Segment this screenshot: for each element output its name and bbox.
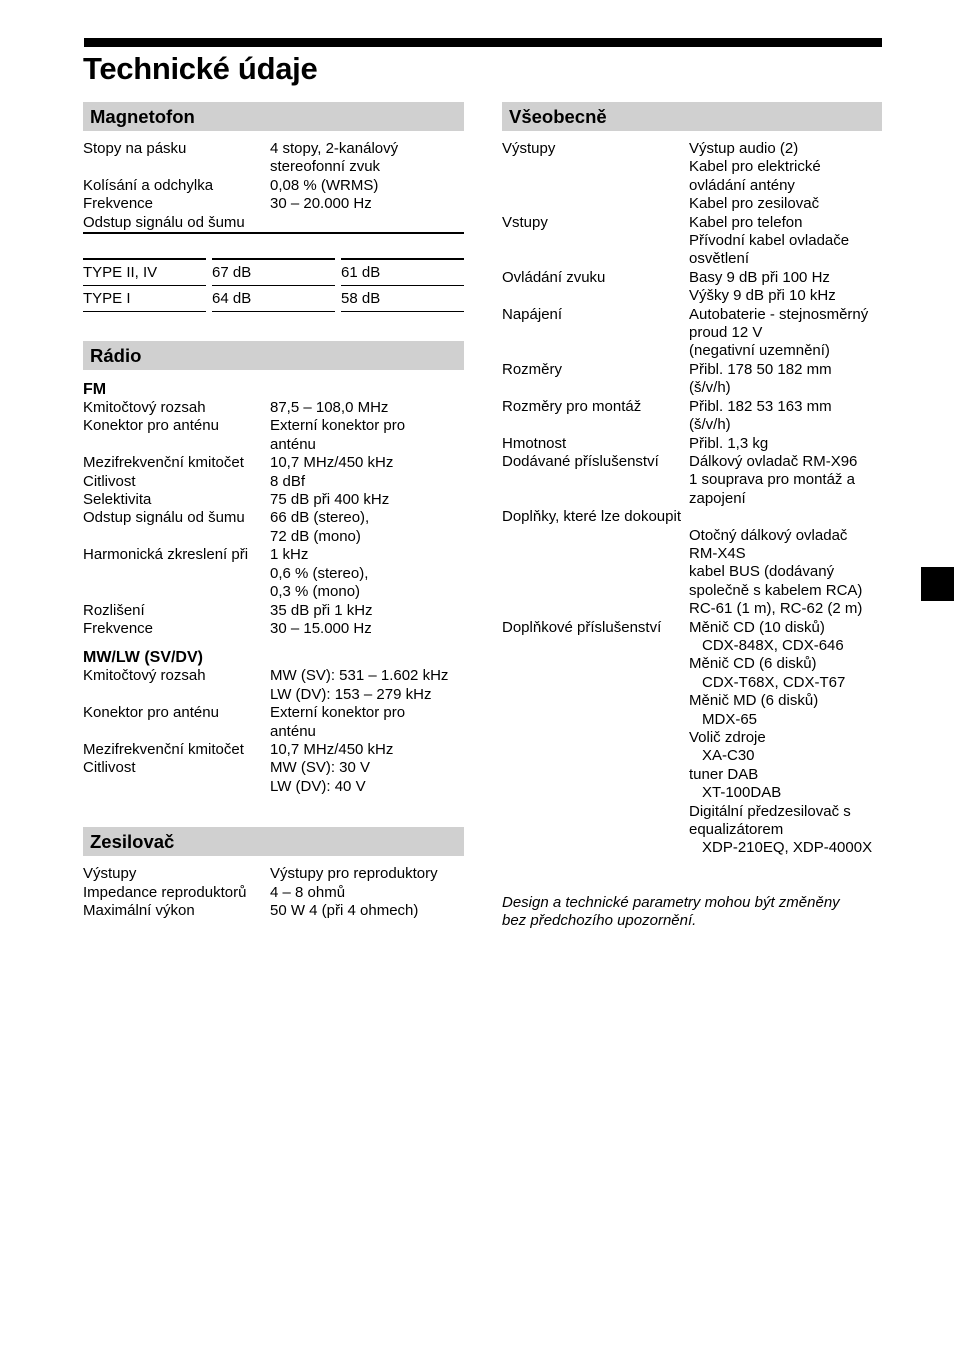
spec-value xyxy=(270,741,464,759)
spec-value-line: 75 dB při 400 kHz xyxy=(270,491,390,509)
spec-value-line: stereofonní zvuk xyxy=(270,158,381,176)
option-line: XT-100DAB xyxy=(702,784,782,802)
spec-row xyxy=(83,509,464,546)
spec-value xyxy=(270,902,464,920)
option-line: RM-X4S xyxy=(689,544,746,562)
option-line: společně s kabelem RCA) xyxy=(689,581,863,599)
option-line: tuner DAB xyxy=(689,765,759,783)
spec-value-line: Přívodní kabel ovladače xyxy=(689,232,850,250)
spec-label: Kmitočtový rozsah xyxy=(83,399,206,417)
spec-value xyxy=(270,491,464,509)
option-line: RC-61 (1 m), RC-62 (2 m) xyxy=(689,600,863,618)
option-line: equalizátorem xyxy=(689,821,784,839)
tape-type-table xyxy=(83,258,464,312)
spec-value-line: 72 dB (mono) xyxy=(270,527,361,545)
spec-label: Konektor pro anténu xyxy=(83,417,219,435)
spec-value-line: LW (DV): 153 – 279 kHz xyxy=(270,685,432,703)
spec-value xyxy=(689,306,882,361)
option-line: kabel BUS (dodávaný xyxy=(689,563,835,581)
spec-row xyxy=(83,399,464,417)
spec-label: Odstup signálu od šumu xyxy=(83,213,245,231)
spec-label: Frekvence xyxy=(83,195,154,213)
spec-value-line: LW (DV): 40 V xyxy=(270,777,366,795)
table-cell: TYPE II, IV xyxy=(83,258,206,285)
spec-value-line: 30 – 15.000 Hz xyxy=(270,619,372,637)
mw-lw-specs xyxy=(83,667,464,796)
spec-value-line: proud 12 V xyxy=(689,324,763,342)
spec-value xyxy=(270,177,464,195)
vseobecne-specs xyxy=(502,140,882,508)
disclaimer-note xyxy=(502,894,882,931)
note-line: Design a technické parametry mohou být změněny xyxy=(502,893,840,911)
spec-value xyxy=(689,269,882,306)
option-line: CDX-848X, CDX-646 xyxy=(702,636,844,654)
doplnky-values-row xyxy=(502,527,882,619)
spec-value-line: 1 kHz xyxy=(270,546,309,564)
spec-value-line: (negativní uzemnění) xyxy=(689,342,830,360)
spec-value-line: Externí konektor pro xyxy=(270,417,406,435)
table-column xyxy=(212,258,335,312)
spec-label: Rozměry pro montáž xyxy=(502,397,642,415)
spec-value-line: zapojení xyxy=(689,489,746,507)
spec-label: Výstupy xyxy=(502,140,556,157)
spec-row xyxy=(83,620,464,638)
spec-row xyxy=(83,473,464,491)
spec-row xyxy=(83,195,464,213)
spec-value-line: Autobaterie - stejnosměrný xyxy=(689,305,869,323)
spec-value xyxy=(689,398,882,435)
table-cell: 64 dB xyxy=(212,285,335,312)
fm-subheading: FM xyxy=(83,381,107,399)
option-line: Měnič CD (10 disků) xyxy=(689,618,825,636)
doplnky-label: Doplňky, které lze dokoupit xyxy=(502,508,681,526)
spec-value-line: Přibl. 178 50 182 mm xyxy=(689,360,832,378)
spec-value xyxy=(689,361,882,398)
spec-value-line: 10,7 MHz/450 kHz xyxy=(270,740,394,758)
option-line: Digitální předzesilovač s xyxy=(689,802,851,820)
spec-label: Vstupy xyxy=(502,213,548,231)
option-line: CDX-T68X, CDX-T67 xyxy=(702,673,846,691)
spec-value-line: MW (SV): 531 – 1.602 kHz xyxy=(270,667,449,685)
spec-value xyxy=(689,140,882,214)
spec-value xyxy=(270,884,464,902)
spec-row xyxy=(502,306,882,361)
spec-label: Rozměry xyxy=(502,360,563,378)
zesilovac-specs xyxy=(83,865,464,920)
table-cell: 67 dB xyxy=(212,258,335,285)
fm-specs xyxy=(83,399,464,638)
spec-value xyxy=(689,453,882,508)
spec-value-line: anténu xyxy=(270,722,316,740)
spec-label: Citlivost xyxy=(83,472,136,490)
spec-value-line: Kabel pro telefon xyxy=(689,213,803,231)
spec-label: Výstupy xyxy=(83,865,137,883)
section-heading-magnetofon: Magnetofon xyxy=(83,102,464,131)
spec-value-line: (š/v/h) xyxy=(689,379,731,397)
spec-value-line: 10,7 MHz/450 kHz xyxy=(270,454,394,472)
spec-value-line: Přibl. 182 53 163 mm xyxy=(689,397,832,415)
spec-label: Napájení xyxy=(502,305,563,323)
spec-row xyxy=(83,902,464,920)
spec-row xyxy=(502,453,882,508)
spec-row xyxy=(83,759,464,796)
spec-row xyxy=(83,214,464,232)
spec-value-line: MW (SV): 30 V xyxy=(270,759,371,777)
spec-value-line: Kabel pro zesilovač xyxy=(689,195,820,213)
spec-label: Citlivost xyxy=(83,759,136,777)
spec-value-line: 8 dBf xyxy=(270,472,306,490)
spec-row xyxy=(83,884,464,902)
table-cell: 58 dB xyxy=(341,285,464,312)
spec-value-line: (š/v/h) xyxy=(689,416,731,434)
spec-row xyxy=(502,269,882,306)
doplnkove-label: Doplňkové příslušenství xyxy=(502,618,662,636)
spec-label: Konektor pro anténu xyxy=(83,704,219,722)
spec-value xyxy=(270,140,464,177)
spec-value-line: Výstupy pro reproduktory xyxy=(270,865,438,883)
spec-value xyxy=(270,620,464,638)
spec-value xyxy=(270,759,464,796)
table-cell: 61 dB xyxy=(341,258,464,285)
spec-row xyxy=(502,398,882,435)
spec-row xyxy=(502,361,882,398)
spec-label: Kolísání a odchylka xyxy=(83,176,214,194)
spec-value-line: Dálkový ovladač RM-X96 xyxy=(689,452,858,470)
spec-label: Odstup signálu od šumu xyxy=(83,509,245,527)
left-column xyxy=(83,102,464,920)
spec-value-line: Přibl. 1,3 kg xyxy=(689,434,769,452)
spec-value xyxy=(270,195,464,213)
spec-label: Ovládání zvuku xyxy=(502,268,606,286)
table-column xyxy=(341,258,464,312)
spec-label: Selektivita xyxy=(83,491,152,509)
doplnky-values xyxy=(689,527,882,619)
spec-label: Impedance reproduktorů xyxy=(83,883,247,901)
spec-value xyxy=(270,546,464,601)
spec-value-line: Kabel pro elektrické xyxy=(689,158,821,176)
section-heading-zesilovac: Zesilovač xyxy=(83,827,464,856)
spec-value-line: osvětlení xyxy=(689,250,750,268)
spec-row xyxy=(83,667,464,704)
spec-label: Rozlišení xyxy=(83,601,145,619)
spec-value xyxy=(689,214,882,269)
spec-label: Mezifrekvenční kmitočet xyxy=(83,740,244,758)
option-line: Měnič MD (6 disků) xyxy=(689,692,819,710)
top-rule xyxy=(84,38,882,47)
spec-value xyxy=(270,667,464,704)
spec-value xyxy=(270,865,464,883)
spec-row xyxy=(83,177,464,195)
option-line: Volič zdroje xyxy=(689,729,766,746)
table-column xyxy=(83,258,206,312)
spec-row xyxy=(83,741,464,759)
spec-value-line: Výstup audio (2) xyxy=(689,140,799,157)
spec-value xyxy=(689,435,882,453)
option-line: XA-C30 xyxy=(702,747,755,765)
option-line: XDP-210EQ, XDP-4000X xyxy=(702,839,873,857)
spec-row xyxy=(502,435,882,453)
spec-row xyxy=(83,491,464,509)
spec-value-line: ovládání antény xyxy=(689,176,795,194)
spec-label: Harmonická zkreslení při xyxy=(83,546,249,564)
spec-row xyxy=(83,704,464,741)
magnetofon-specs xyxy=(83,140,464,232)
section-heading-vseobecne: Všeobecně xyxy=(502,102,882,131)
option-line: Otočný dálkový ovladač xyxy=(689,526,848,544)
spec-value xyxy=(270,417,464,454)
spec-row xyxy=(502,140,882,214)
doplnkove-values xyxy=(689,619,882,858)
spec-value-line: 50 W 4 (při 4 ohmech) xyxy=(270,901,419,919)
option-line: MDX-65 xyxy=(702,710,758,728)
spec-value xyxy=(270,473,464,491)
spec-row xyxy=(83,546,464,601)
spec-value-line: 1 souprava pro montáž a xyxy=(689,471,855,489)
option-line: Měnič CD (6 disků) xyxy=(689,655,817,673)
spec-value-line: 4 stopy, 2-kanálový xyxy=(270,140,399,157)
spec-value-line: 66 dB (stereo), xyxy=(270,509,370,527)
spec-row xyxy=(83,417,464,454)
note-line: bez předchozího upozornění. xyxy=(502,912,697,930)
page-edge-tab xyxy=(921,567,954,601)
spec-label: Hmotnost xyxy=(502,434,567,452)
table-cell: TYPE I xyxy=(83,285,206,312)
spec-row xyxy=(83,865,464,883)
spec-value-line: 35 dB při 1 kHz xyxy=(270,601,373,619)
spec-value xyxy=(270,704,464,741)
spec-row xyxy=(83,602,464,620)
spec-value-line: 87,5 – 108,0 MHz xyxy=(270,399,389,417)
spec-value-line: Výšky 9 dB při 10 kHz xyxy=(689,287,836,305)
spec-value-line: Externí konektor pro xyxy=(270,704,406,722)
spec-value xyxy=(270,214,464,232)
magnetofon-divider xyxy=(83,232,464,234)
spec-value-line: Basy 9 dB při 100 Hz xyxy=(689,268,830,286)
spec-value xyxy=(270,399,464,417)
spec-value xyxy=(270,454,464,472)
spacer xyxy=(502,527,689,619)
spec-value-line: 30 – 20.000 Hz xyxy=(270,195,372,213)
spec-label: Mezifrekvenční kmitočet xyxy=(83,454,244,472)
spec-value xyxy=(270,602,464,620)
spec-row xyxy=(502,214,882,269)
spec-row xyxy=(83,140,464,177)
spec-label: Maximální výkon xyxy=(83,901,195,919)
spec-value xyxy=(270,509,464,546)
spec-value-line: 0,3 % (mono) xyxy=(270,583,361,601)
page-title: Technické údaje xyxy=(83,51,318,86)
doplnkove-row xyxy=(502,619,882,858)
spec-label: Dodávané příslušenství xyxy=(502,452,659,470)
spec-label: Stopy na pásku xyxy=(83,140,187,157)
right-column xyxy=(502,102,882,931)
spec-value-line: 0,6 % (stereo), xyxy=(270,564,369,582)
spec-label: Frekvence xyxy=(83,619,154,637)
spec-row xyxy=(83,454,464,472)
spec-value-line: 4 – 8 ohmů xyxy=(270,883,346,901)
spec-value-line: anténu xyxy=(270,435,316,453)
section-heading-radio: Rádio xyxy=(83,341,464,370)
spec-label: Kmitočtový rozsah xyxy=(83,667,206,685)
mw-lw-subheading: MW/LW (SV/DV) xyxy=(83,649,203,667)
spec-value-line: 0,08 % (WRMS) xyxy=(270,176,379,194)
